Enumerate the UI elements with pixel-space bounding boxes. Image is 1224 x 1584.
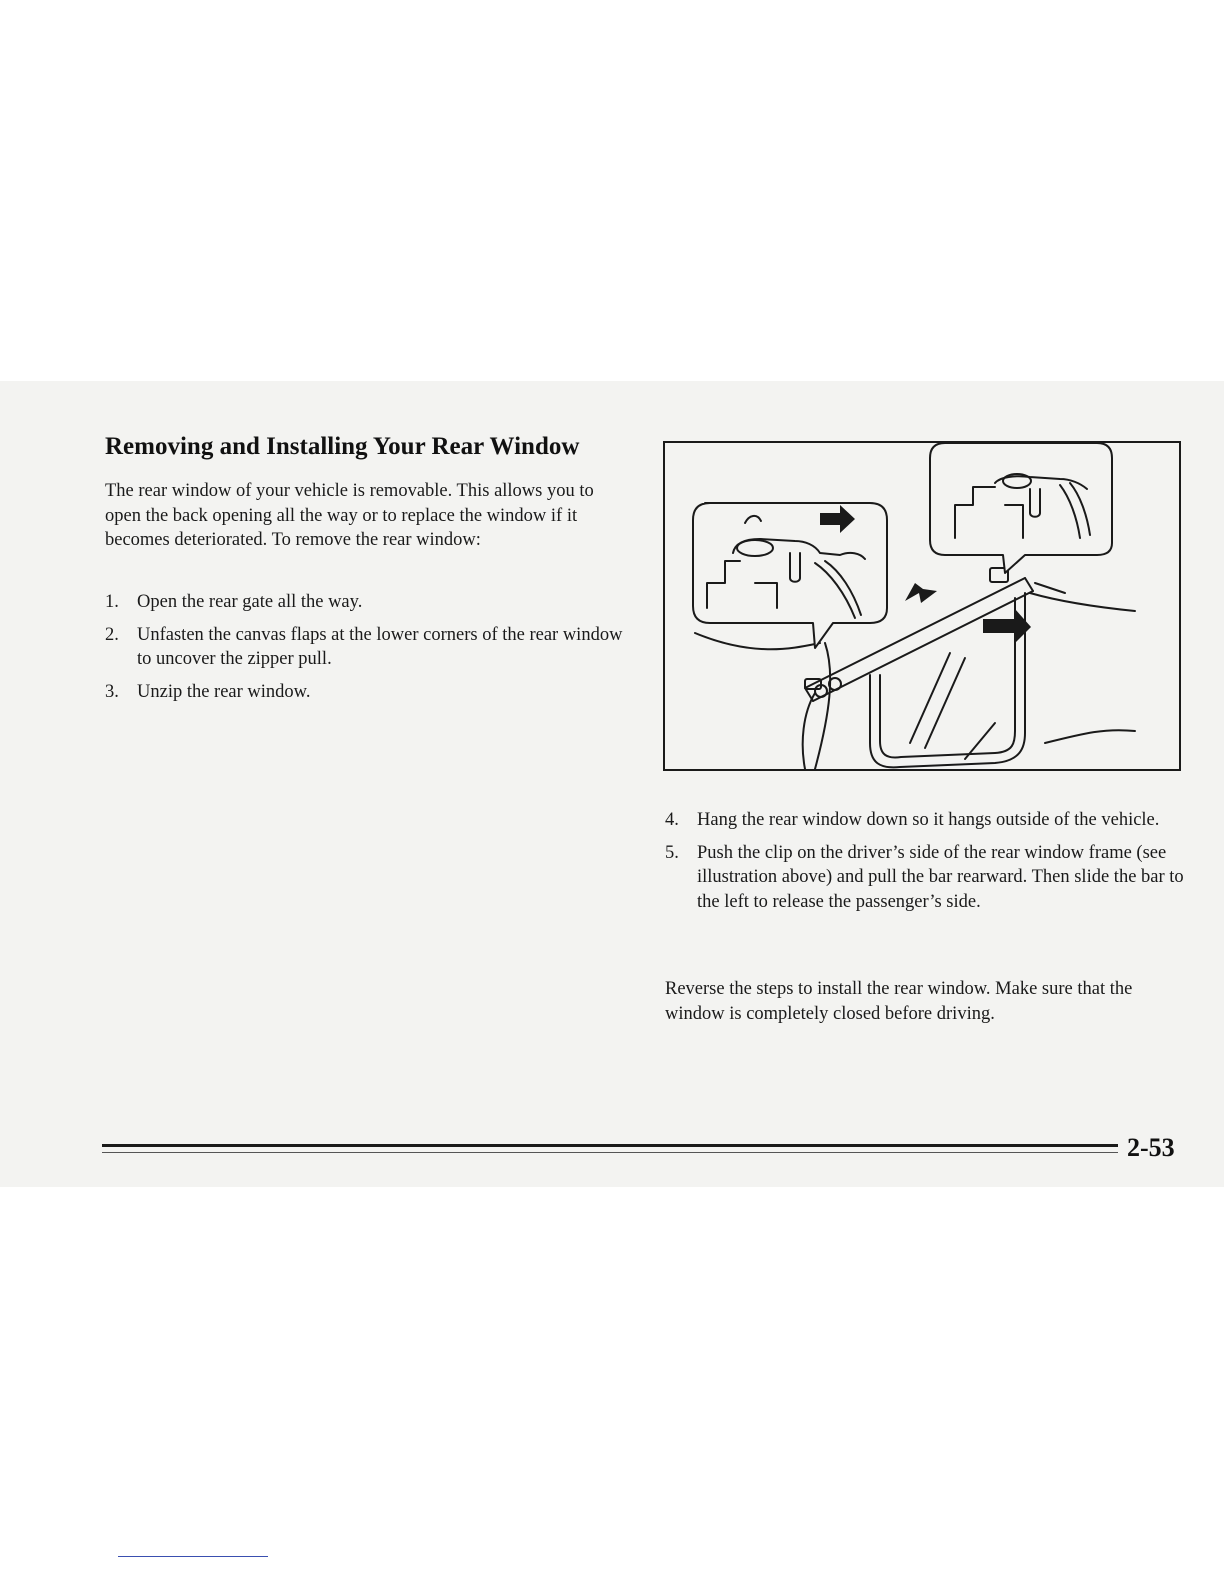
step-text: Unfasten the canvas flaps at the lower corners of the rear window to uncover the zipper pull.: [137, 624, 623, 669]
list-item: [105, 590, 625, 615]
step-text: Push the clip on the driver’s side of the rear window frame (see illustration above) and pull the bar rearward. Then slide the bar to the left to release the passenger’s side.: [697, 842, 1184, 912]
intro-paragraph: The rear window of your vehicle is removable. This allows you to open the back opening all the way or to replace the window if it becomes deteriorated. To remove the rear window:: [105, 481, 594, 550]
step-number: 4.: [665, 810, 679, 830]
rear-window-removal-illustration-icon: [665, 443, 1179, 769]
step-text: Unzip the rear window.: [137, 681, 311, 702]
closing-paragraph: Reverse the steps to install the rear window. Make sure that the window is completely closed before driving.: [665, 979, 1133, 1024]
step-number: 1.: [105, 592, 119, 612]
rear-window-illustration: [663, 441, 1181, 771]
list-item: [665, 841, 1185, 915]
step-number: 5.: [665, 842, 679, 863]
list-item: [105, 623, 625, 672]
section-heading: Removing and Installing Your Rear Window: [105, 433, 580, 460]
footer-rule-thin: [102, 1152, 1118, 1153]
step-number: 3.: [105, 681, 119, 702]
step-text: Hang the rear window down so it hangs outside of the vehicle.: [697, 810, 1160, 830]
step-number: 2.: [105, 624, 119, 645]
step-text: Open the rear gate all the way.: [137, 592, 363, 612]
list-item: [105, 680, 625, 705]
steps-list-part2: [665, 808, 1185, 922]
footer-rule: [102, 1144, 1118, 1147]
list-item: [665, 808, 1185, 833]
steps-list-part1: [105, 590, 625, 712]
bottom-divider: [118, 1556, 268, 1557]
page-number: 2-53: [1127, 1133, 1175, 1162]
